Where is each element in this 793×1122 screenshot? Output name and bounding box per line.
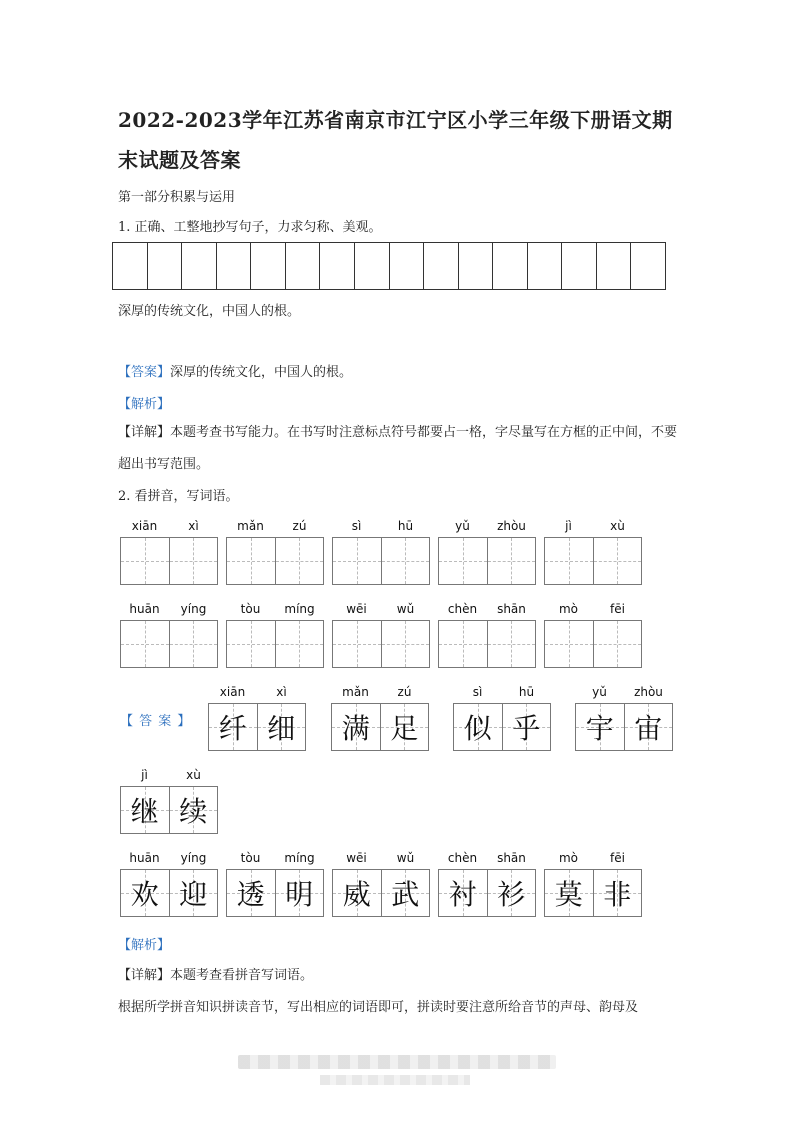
- pinyin: wēi: [346, 851, 367, 865]
- answer-char: 似: [463, 712, 492, 745]
- question-1: 1. 正确、工整地抄写句子，力求匀称、美观。: [118, 220, 382, 235]
- q1-answer-line: [118, 361, 352, 380]
- answer-label: 【答案】: [118, 365, 171, 380]
- q2-analysis-label: 【解析】: [118, 938, 171, 953]
- pinyin: sì: [472, 685, 483, 699]
- pinyin: xiān: [131, 519, 158, 533]
- pinyin: xì: [188, 519, 199, 533]
- pinyin: zú: [292, 519, 307, 533]
- pinyin: shān: [497, 602, 526, 616]
- pinyin: chèn: [447, 851, 478, 865]
- q1-sentence: 深厚的传统文化，中国人的根。: [118, 304, 301, 319]
- detail-label: 【详解】: [118, 425, 171, 440]
- copy-cell[interactable]: [597, 243, 632, 289]
- copy-cell[interactable]: [424, 243, 459, 289]
- copy-cell[interactable]: [631, 243, 665, 289]
- pinyin: fēi: [610, 602, 625, 616]
- pinyin: zhòu: [497, 519, 526, 533]
- answer-char: 足: [390, 712, 419, 745]
- pinyin-grid[interactable]: [332, 519, 430, 585]
- page-title: 2022-2023学年江苏省南京市江宁区小学三年级下册语文期末试题及答案: [118, 108, 673, 172]
- section-heading: 第一部分积累与运用: [118, 190, 236, 205]
- pinyin: wēi: [346, 602, 367, 616]
- q1-detail-text: 本题考查书写能力。在书写时注意标点符号都要占一格，字尽量写在方框的正中间，不要超出书写范围。: [118, 425, 678, 472]
- answer-grid: [208, 685, 306, 751]
- pinyin: míng: [284, 851, 315, 865]
- answer-grid: [438, 851, 536, 917]
- pinyin: yǔ: [455, 519, 470, 533]
- pinyin-grid[interactable]: [438, 602, 536, 668]
- pinyin: tòu: [240, 602, 261, 616]
- q2-detail: [118, 964, 313, 983]
- blurred-footer: [320, 1075, 470, 1085]
- pinyin: jì: [141, 768, 148, 782]
- pinyin: yíng: [180, 851, 207, 865]
- answer-grid: [120, 768, 218, 834]
- copy-cell[interactable]: [182, 243, 217, 289]
- pinyin: huān: [129, 851, 160, 865]
- copy-cell[interactable]: [286, 243, 321, 289]
- q2-answer-label: 【 答 案 】: [120, 714, 192, 729]
- pinyin-grid[interactable]: [226, 519, 324, 585]
- pinyin: shān: [497, 851, 526, 865]
- q1-analysis-label: 【解析】: [118, 397, 171, 412]
- pinyin: hū: [518, 685, 535, 699]
- answer-grid: [331, 685, 429, 751]
- answer-char: 迎: [179, 878, 208, 911]
- copy-grid[interactable]: [112, 242, 666, 290]
- pinyin: wǔ: [396, 602, 415, 616]
- answer-char: 衬: [448, 878, 477, 911]
- copy-cell[interactable]: [113, 243, 148, 289]
- answer-char: 衫: [497, 878, 526, 911]
- pinyin-grid[interactable]: [544, 602, 642, 668]
- q2-detail-2: 根据所学拼音知识拼读音节，写出相应的词语即可，拼读时要注意所给音节的声母、韵母及: [118, 1000, 639, 1015]
- pinyin: mò: [558, 602, 579, 616]
- pinyin: sì: [351, 519, 362, 533]
- answer-char: 透: [236, 878, 265, 911]
- copy-cell[interactable]: [320, 243, 355, 289]
- pinyin: yǔ: [592, 685, 607, 699]
- answer-char: 欢: [130, 878, 159, 911]
- answer-char: 非: [603, 878, 632, 911]
- pinyin: wǔ: [396, 851, 415, 865]
- answer-grid: [332, 851, 430, 917]
- answer-grid: [120, 851, 218, 917]
- copy-cell[interactable]: [217, 243, 252, 289]
- pinyin-grid[interactable]: [332, 602, 430, 668]
- answer-char: 明: [285, 878, 314, 911]
- answer-char: 莫: [554, 878, 583, 911]
- copy-cell[interactable]: [251, 243, 286, 289]
- answer-char: 满: [341, 712, 370, 745]
- pinyin: hū: [397, 519, 414, 533]
- pinyin: mò: [558, 851, 579, 865]
- q1-detail: [118, 417, 678, 481]
- answer-char: 宇: [585, 712, 614, 745]
- pinyin: mǎn: [342, 685, 369, 699]
- pinyin: fēi: [610, 851, 625, 865]
- answer-grid: [575, 685, 673, 751]
- pinyin: míng: [284, 602, 315, 616]
- pinyin: xù: [186, 768, 201, 782]
- copy-cell[interactable]: [355, 243, 390, 289]
- pinyin: tòu: [240, 851, 261, 865]
- q1-answer: 深厚的传统文化，中国人的根。: [170, 365, 353, 380]
- pinyin-grid[interactable]: [120, 519, 218, 585]
- blurred-footer: [238, 1055, 556, 1069]
- pinyin: zú: [397, 685, 412, 699]
- pinyin-grid[interactable]: [226, 602, 324, 668]
- answer-char: 威: [342, 878, 371, 911]
- answer-grid: [544, 851, 642, 917]
- copy-cell[interactable]: [390, 243, 425, 289]
- copy-cell[interactable]: [562, 243, 597, 289]
- q2-detail-text: 本题考查看拼音写词语。: [170, 968, 314, 983]
- pinyin: jì: [565, 519, 572, 533]
- copy-cell[interactable]: [493, 243, 528, 289]
- pinyin: huān: [129, 602, 160, 616]
- answer-char: 乎: [512, 712, 541, 745]
- pinyin: mǎn: [237, 519, 264, 533]
- detail-label: 【详解】: [118, 968, 171, 983]
- answer-char: 武: [391, 878, 420, 911]
- copy-cell[interactable]: [148, 243, 183, 289]
- pinyin-grid[interactable]: [438, 519, 536, 585]
- copy-cell[interactable]: [459, 243, 494, 289]
- pinyin-grid[interactable]: [544, 519, 642, 585]
- copy-cell[interactable]: [528, 243, 563, 289]
- answer-char: 细: [267, 712, 296, 745]
- answer-char: 继: [130, 795, 159, 828]
- pinyin: zhòu: [634, 685, 663, 699]
- answer-char: 纤: [218, 712, 247, 745]
- answer-char: 宙: [634, 712, 663, 745]
- answer-grid: [226, 851, 324, 917]
- answer-char: 续: [179, 795, 208, 828]
- question-2: 2. 看拼音，写词语。: [118, 489, 239, 504]
- pinyin: xù: [610, 519, 625, 533]
- pinyin-grid[interactable]: [120, 602, 218, 668]
- pinyin: chèn: [447, 602, 478, 616]
- answer-grid: [453, 685, 551, 751]
- pinyin: xì: [276, 685, 287, 699]
- pinyin: xiān: [219, 685, 246, 699]
- pinyin: yíng: [180, 602, 207, 616]
